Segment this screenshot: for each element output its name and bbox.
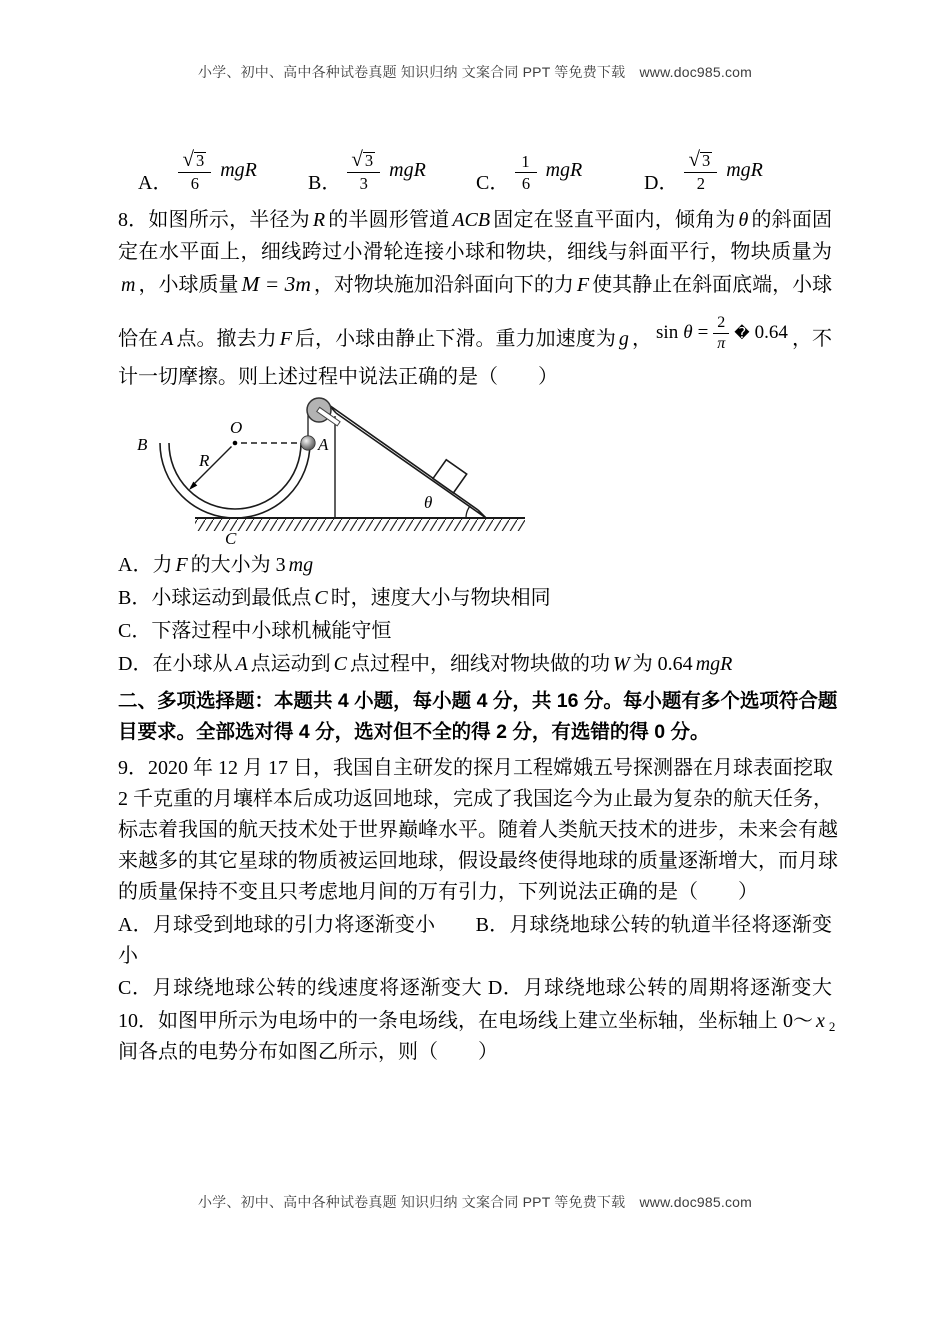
sin-theta-formula — [656, 307, 788, 359]
q9-stem-line-1: 9．2020 年 12 月 17 日，我国自主研发的探月工程嫦娥五号探测器在月球表面挖取 — [118, 757, 833, 779]
footer-watermark: 小学、初中、高中各种试卷真题 知识归纳 文案合同 PPT 等免费下载 www.doc985.com — [197, 1194, 753, 1210]
incline — [329, 405, 486, 518]
fraction-denominator: 6 — [190, 174, 199, 194]
fraction-numerator: 2 — [713, 314, 729, 334]
fraction — [515, 151, 536, 194]
q8-line4-text-after: ，不 — [791, 328, 833, 350]
q8-option-b: B．小球运动到最低点 C 时，速度大小与物块相同 — [118, 587, 551, 609]
q8-stem-line-3: m ，小球质量 M = 3m ，对物块施加沿斜面向下的力 F 使其静止在斜面底端，小球 — [121, 272, 833, 296]
q8-stem-line-5: 计一切摩擦。则上述过程中说法正确的是（ ） — [118, 366, 558, 388]
ball-at-A — [301, 436, 315, 450]
ground — [195, 518, 525, 531]
coefficient: mgR — [726, 159, 763, 181]
q9-option-b-wrap: 小 — [118, 945, 138, 967]
sin-function: sin — [656, 322, 679, 344]
q9-stem-line-3: 标志着我国的航天技术处于世界巅峰水平。随着人类航天技术的进步，未来会有越 — [118, 819, 838, 841]
option-label: B． — [308, 172, 342, 194]
q8-option-c: C．下落过程中小球机械能守恒 — [118, 620, 392, 642]
q7-option-b — [308, 149, 429, 194]
label-C: C — [225, 529, 237, 548]
label-R: R — [199, 451, 210, 470]
label-B: B — [137, 435, 148, 454]
fraction-denominator: 6 — [521, 174, 531, 194]
theta-angle-arc — [466, 506, 470, 518]
fraction-numerator: 3 — [701, 151, 711, 171]
fraction-denominator: 3 — [359, 174, 368, 194]
section2-heading-line-1: 二、多项选择题：本题共 4 小题，每小题 4 分，共 16 分。每小题有多个选项符合题 — [118, 690, 838, 712]
q7-options-row — [118, 136, 832, 194]
ground-hatching — [195, 519, 525, 531]
radical-sign: √ — [182, 147, 194, 172]
q7-option-a — [138, 149, 260, 194]
q9-options-cd-line: C．月球绕地球公转的线速度将逐渐变大 D．月球绕地球公转的周期将逐渐变大 — [118, 977, 832, 999]
q8-figure — [125, 390, 535, 558]
radical-sign: √ — [688, 147, 700, 172]
q8-option-a: A．力 F 的大小为 3 mg — [118, 554, 314, 576]
fraction — [684, 149, 717, 194]
fraction-numerator: 3 — [364, 151, 374, 171]
q9-options-ab-line: A．月球受到地球的引力将逐渐变小 B．月球绕地球公转的轨道半径将逐渐变 — [118, 914, 832, 936]
theta-variable: θ — [683, 322, 693, 344]
q7-option-d — [644, 149, 766, 194]
option-label: D． — [644, 172, 679, 194]
section2-heading-line-2: 目要求。全部选对得 4 分，选对但不全的得 2 分，有选错的得 0 分。 — [118, 721, 710, 743]
q10-stem-line-1: 10．如图甲所示为电场中的一条电场线，在电场线上建立坐标轴，坐标轴上 0～ x $_2$ — [118, 1010, 836, 1034]
option-label: A． — [138, 172, 173, 194]
formula-value: 0.64 — [754, 322, 788, 344]
center-O-dot — [233, 441, 238, 446]
equals-sign: = — [697, 322, 709, 344]
fraction-denominator: π — [717, 334, 726, 352]
label-theta: θ — [424, 493, 433, 512]
fraction-numerator: 1 — [521, 151, 530, 171]
q10-stem-line-2: 间各点的电势分布如图乙所示，则（ ） — [118, 1041, 498, 1063]
two-over-pi-fraction — [713, 314, 729, 352]
block-on-incline — [433, 460, 467, 493]
q8-stem-line-4 — [118, 313, 832, 365]
fraction-denominator: 2 — [696, 174, 705, 194]
fraction — [178, 149, 211, 194]
fraction — [347, 149, 380, 194]
q7-option-c — [476, 151, 585, 194]
fraction-numerator: 3 — [195, 151, 205, 171]
q9-stem-line-2: 2 千克重的月壤样本后成功返回地球，完成了我国迄今为止最为复杂的航天任务， — [118, 788, 833, 810]
radius-arrow — [191, 447, 232, 488]
coefficient: mgR — [220, 159, 257, 181]
q8-stem-line-2: 定在水平面上，细线跨过小滑轮连接小球和物块，细线与斜面平行，物块质量为 — [118, 241, 832, 263]
semicircular-tube — [160, 443, 310, 518]
coefficient: mgR — [545, 159, 583, 181]
q9-stem-line-4: 来越多的其它星球的物质被运回地球，假设最终使得地球的质量逐渐增大，而月球 — [118, 850, 838, 872]
q8-stem-line-1: 8．如图所示，半径为 R 的半圆形管道 ACB 固定在竖直平面内，倾角为 θ 的斜面固 — [118, 209, 833, 231]
replacement-character: � — [734, 324, 750, 343]
q8-line4-text-before: 恰在 A 点。撤去力 F 后，小球由静止下滑。重力加速度为 g ， — [118, 328, 653, 350]
q8-option-d: D．在小球从 A 点运动到 C 点过程中，细线对物块做的功 W 为 0.64 mgR — [118, 653, 733, 675]
header-watermark: 小学、初中、高中各种试卷真题 知识归纳 文案合同 PPT 等免费下载 www.doc985.com — [197, 64, 753, 80]
label-O: O — [230, 418, 243, 437]
coefficient: mgR — [389, 159, 426, 181]
q9-stem-line-5: 的质量保持不变且只考虑地月间的万有引力，下列说法正确的是（ ） — [118, 881, 758, 903]
radical-sign: √ — [351, 147, 363, 172]
option-label: C． — [476, 172, 510, 194]
label-A: A — [318, 435, 329, 454]
